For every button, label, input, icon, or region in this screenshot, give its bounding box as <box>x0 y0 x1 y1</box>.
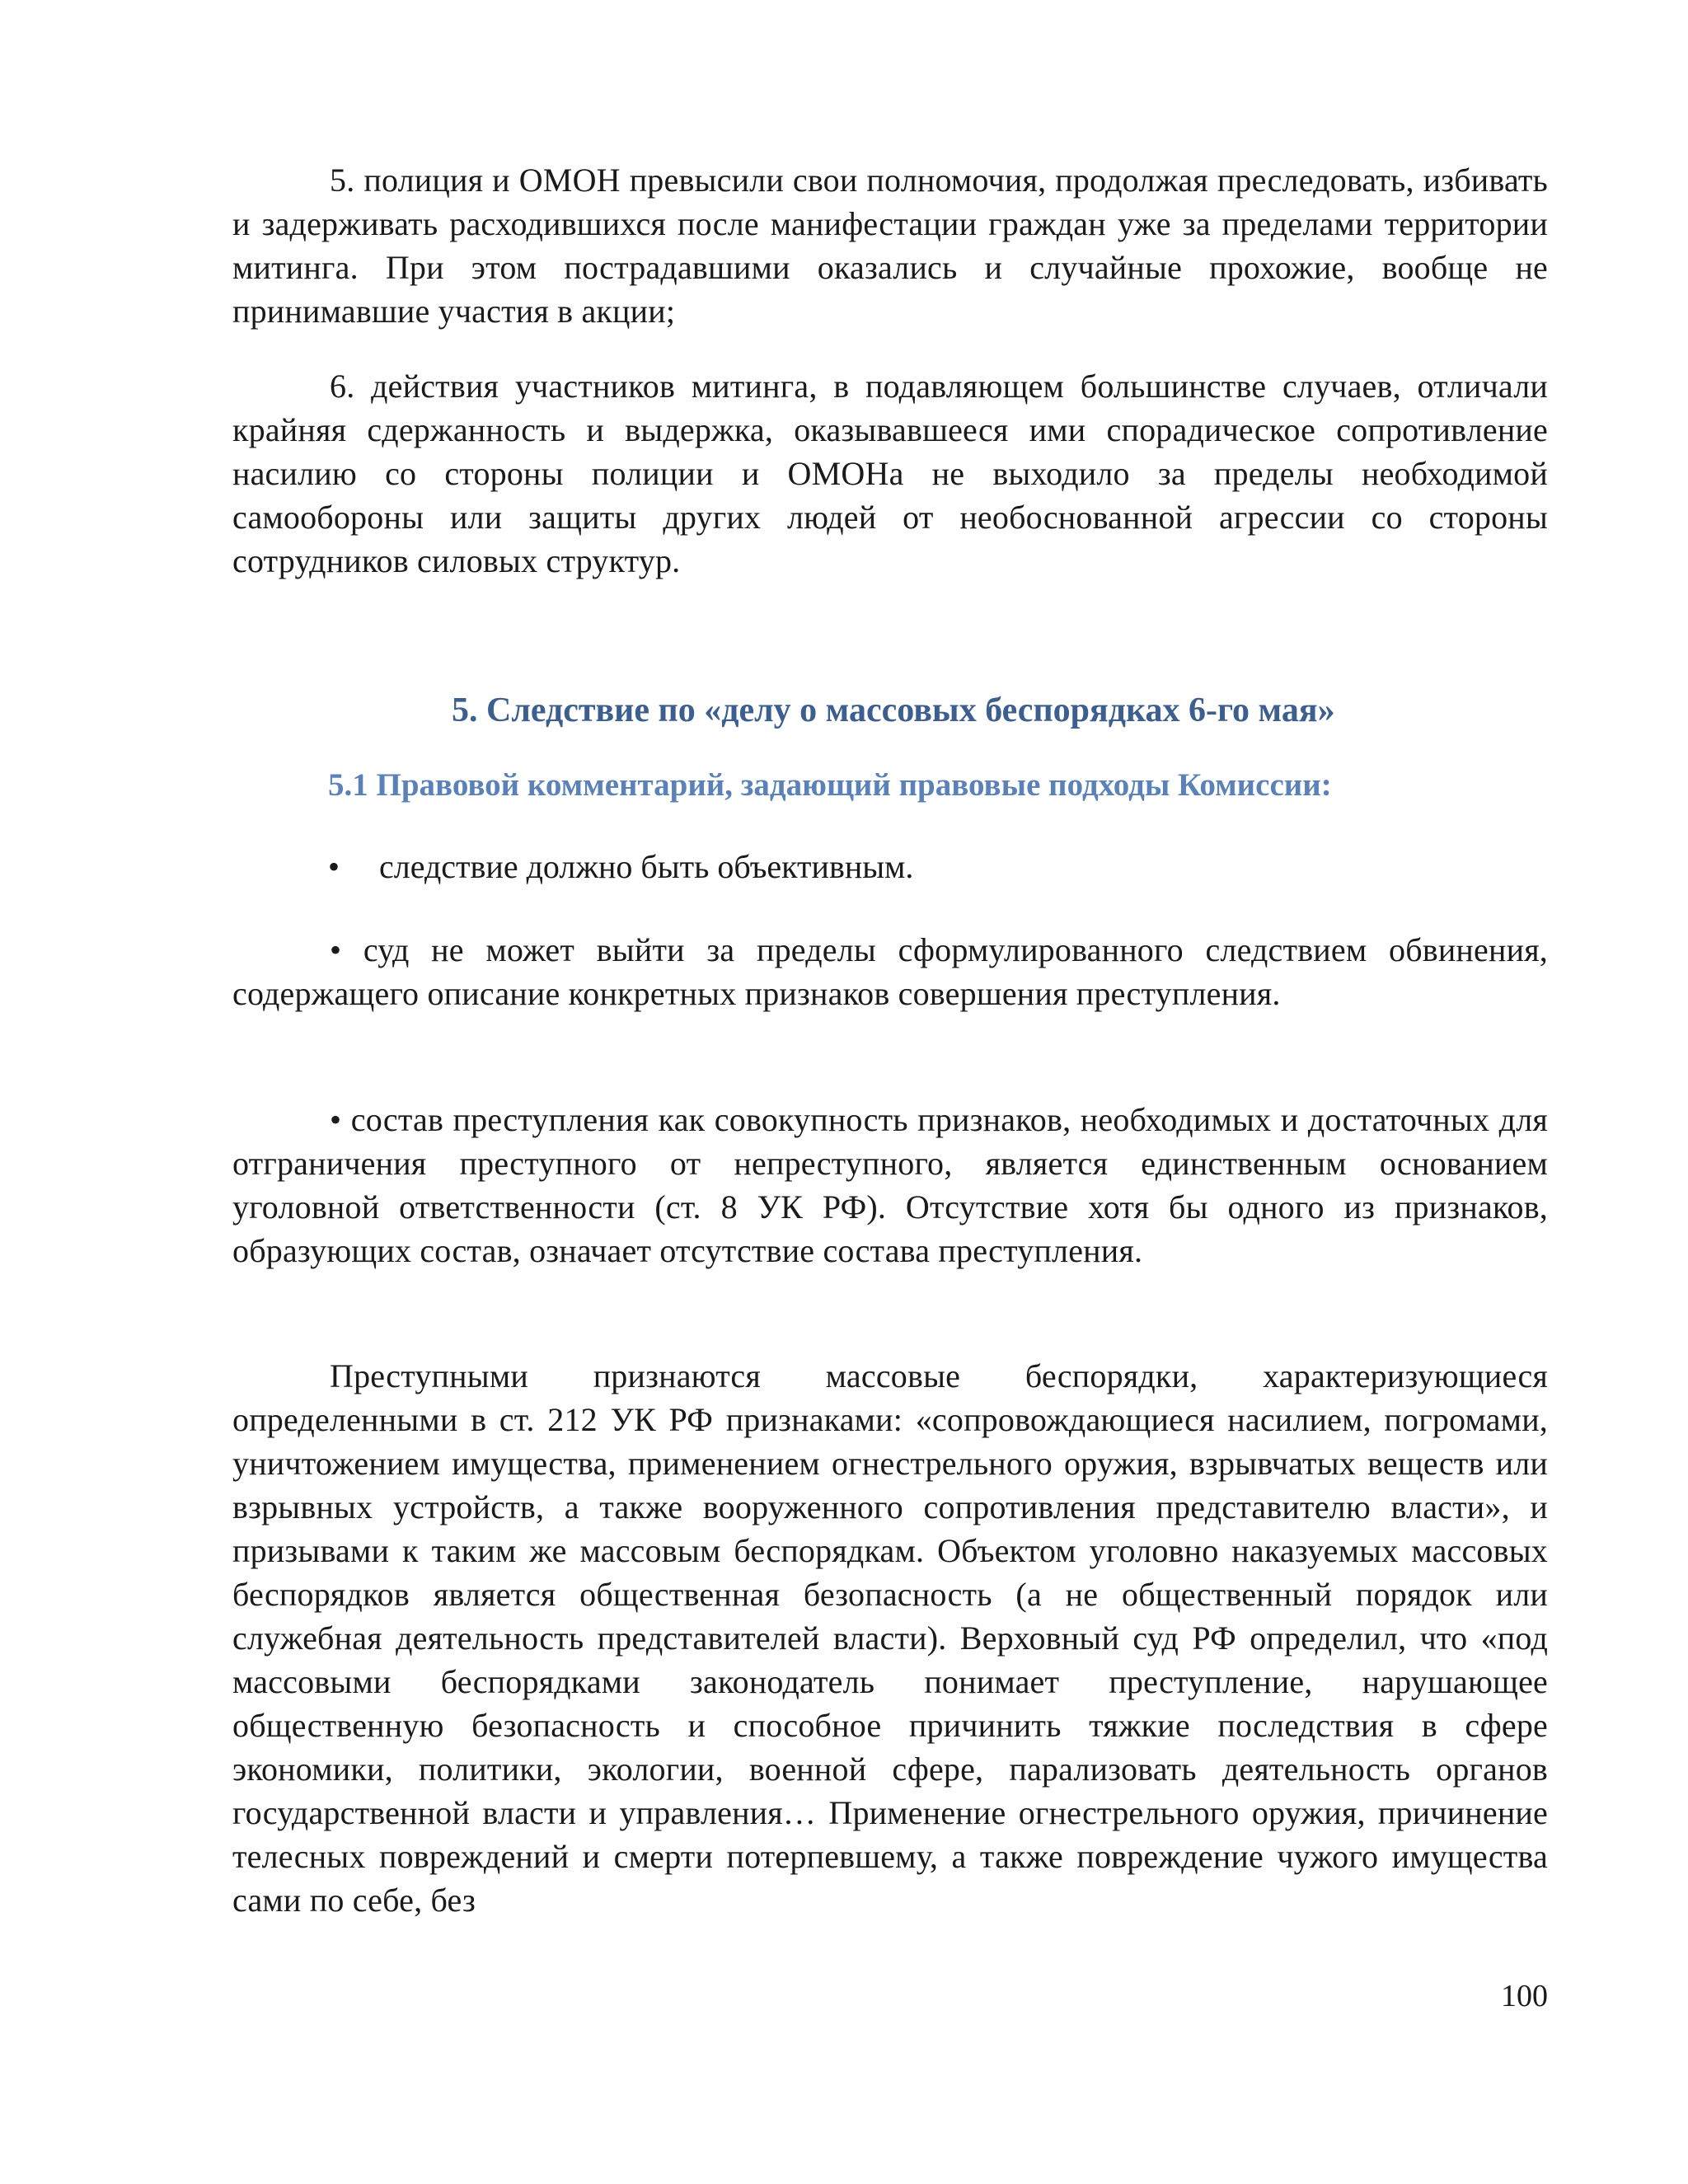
bullet-text: состав преступления как совокупность признаков, необходимых и достаточных для отграничения преступного от непреступного, является единственным основанием уголовной ответственности (ст. 8 УК РФ). Отсутствие хотя бы одного из признаков, образующих состав, означает отсутствие состава преступления. <box>232 1101 1548 1269</box>
bullet-item-court <box>232 928 1548 1015</box>
bullet-text: следствие должно быть объективным. <box>379 848 914 885</box>
bullet-icon: • <box>328 848 340 885</box>
bullet-item-objective <box>328 845 913 888</box>
section-heading: 5. Следствие по «делу о массовых беспорядках 6-го мая» <box>452 691 1335 729</box>
bullet-icon: • <box>330 1101 342 1138</box>
paragraph-item-5: 5. полиция и ОМОН превысили свои полномочия, продолжая преследовать, избивать и задерживать расходившихся после манифестации граждан уже за пределами территории митинга. При этом пострадавшими оказались и случайные прохожие, вообще не принимавшие участия в акции; <box>232 162 1548 330</box>
bullet-text: суд не может выйти за пределы сформулированного следствием обвинения, содержащего описание конкретных признаков совершения преступления. <box>232 931 1549 1012</box>
page-number: 100 <box>1501 1979 1548 2013</box>
paragraph-item-6: 6. действия участников митинга, в подавляющем большинстве случаев, отличали крайняя сдержанность и выдержка, оказывавшееся ими спорадическое сопротивление насилию со стороны полиции и ОМОНа не выходило за пределы необходимой самообороны или защиты других людей от необоснованной агрессии со стороны сотрудников силовых структур. <box>232 368 1548 579</box>
paragraph-mass-riots: Преступными признаются массовые беспорядки, характеризующиеся определенными в ст. 212 УК РФ признаками: «сопровождающиеся насилием, погромами, уничтожением имущества, применением огнестрельного оружия, взрывчатых веществ или взрывных устройств, а также вооруженного сопротивления представителю власти», и призывами к таким же массовым беспорядкам. Объектом уголовно наказуемых массовых беспорядков является общественная безопасность (а не общественный порядок или служебная деятельность представителей власти). Верховный суд РФ определил, что «под массовыми беспорядками законодатель понимает преступление, нарушающее общественную безопасность и способное причинить тяжкие последствия в сфере экономики, политики, экологии, военной сфере, парализовать деятельность органов государственной власти и управления… Применение огнестрельного оружия, причинение телесных повреждений и смерти потерпевшему, а также повреждение чужого имущества сами по себе, без <box>232 1357 1548 1919</box>
bullet-item-corpus <box>232 1098 1548 1272</box>
bullet-icon: • <box>330 931 342 968</box>
subsection-heading: 5.1 Правовой комментарий, задающий правовые подходы Комиссии: <box>328 767 1332 803</box>
